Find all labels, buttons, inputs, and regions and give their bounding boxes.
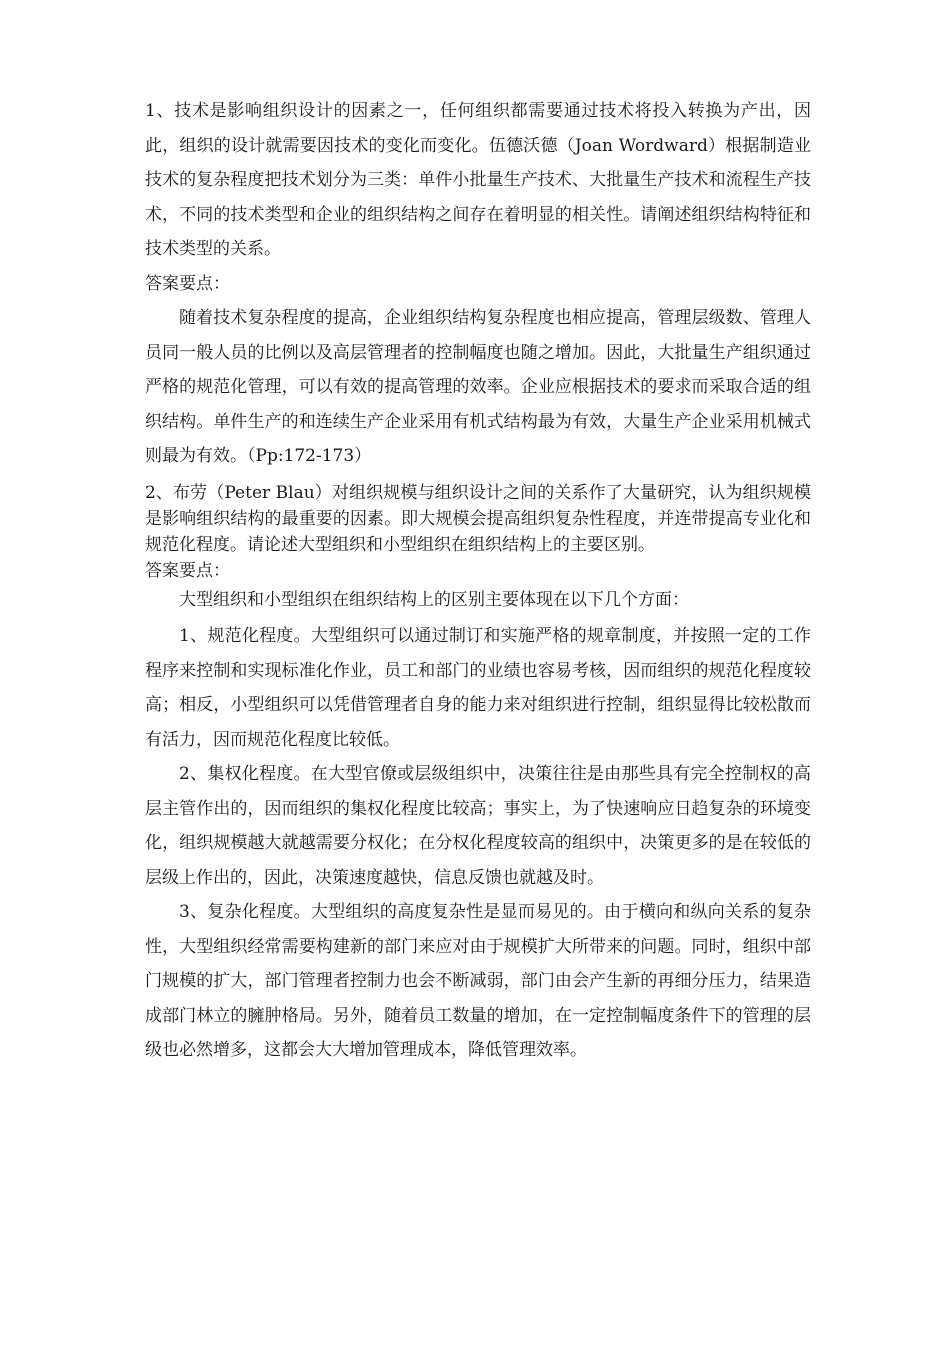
answer-2-intro: 大型组织和小型组织在组织结构上的区别主要体现在以下几个方面：: [179, 589, 689, 610]
document-page: [145, 94, 811, 1068]
answer-2-point: 3、复杂化程度。大型组织的高度复杂性是显而易见的。由于横向和纵向关系的复杂性，大型组织经常需要构建新的部门来应对由于规模扩大所带来的问题。同时，组织中部门规模的扩大，部门管理者控制力也会不断减弱，部门由会产生新的再细分压力，结果造成部门林立的臃肿格局。另外，随着员工数量的增加，在一定控制幅度条件下的管理的层级也必然增多，这都会大大增加管理成本，降低管理效率。: [145, 902, 811, 1060]
answer-1-label: 答案要点：: [145, 273, 230, 294]
question-2: 2、布劳（Peter Blau）对组织规模与组织设计之间的关系作了大量研究，认为组织规模是影响组织结构的最重要的因素。即大规模会提高组织复杂性程度，并连带提高专业化和规范化程度。请论述大型组织和小型组织在组织结构上的主要区别。: [145, 482, 811, 555]
answer-2-point: 1、规范化程度。大型组织可以通过制订和实施严格的规章制度，并按照一定的工作程序来控制和实现标准化作业，员工和部门的业绩也容易考核，因而组织的规范化程度较高；相反，小型组织可以凭借管理者自身的能力来对组织进行控制，组织显得比较松散而有活力，因而规范化程度比较低。: [145, 626, 811, 750]
answer-1-body: 随着技术复杂程度的提高，企业组织结构复杂程度也相应提高，管理层级数、管理人员同一般人员的比例以及高层管理者的控制幅度也随之增加。因此，大批量生产组织通过严格的规范化管理，可以有效的提高管理的效率。企业应根据技术的要求而采取合适的组织结构。单件生产的和连续生产企业采用有机式结构最为有效，大量生产企业采用机械式则最为有效。（Pp:172-173）: [145, 308, 811, 466]
answer-2-label: 答案要点：: [145, 560, 230, 581]
answer-2-point: 2、集权化程度。在大型官僚或层级组织中，决策往往是由那些具有完全控制权的高层主管作出的，因而组织的集权化程度比较高；事实上，为了快速响应日趋复杂的环境变化，组织规模越大就越需要分权化；在分权化程度较高的组织中，决策更多的是在较低的层级上作出的，因此，决策速度越快，信息反馈也就越及时。: [145, 764, 811, 888]
question-1: 1、技术是影响组织设计的因素之一，任何组织都需要通过技术将投入转换为产出，因此，组织的设计就需要因技术的变化而变化。伍德沃德（Joan Wordward）根据制造业技术的复杂程度把技术划分为三类：单件小批量生产技术、大批量生产技术和流程生产技术，不同的技术类型和企业的组织结构之间存在着明显的相关性。请阐述组织结构特征和技术类型的关系。: [145, 101, 811, 259]
